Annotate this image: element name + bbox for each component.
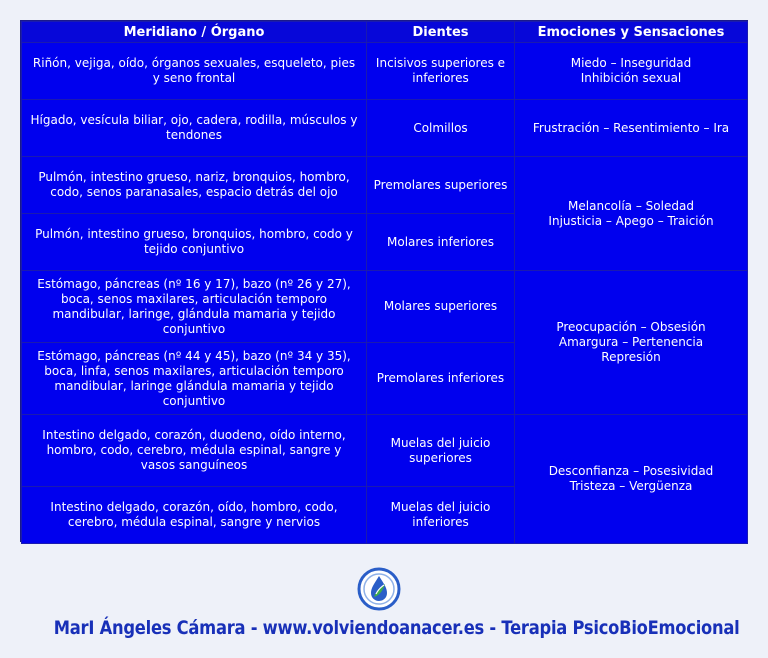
emotion-cell	[515, 415, 748, 544]
table-row	[22, 271, 748, 343]
emotion-line: Tristeza – Vergüenza	[569, 479, 693, 493]
organ-cell: Intestino delgado, corazón, oído, hombro, codo, cerebro, médula espinal, sangre y nervios	[22, 487, 367, 544]
organ-cell: Pulmón, intestino grueso, nariz, bronquios, hombro, codo, senos paranasales, espacio detrás del ojo	[22, 157, 367, 214]
emotion-line: Desconfianza – Posesividad	[548, 464, 714, 478]
emotion-line: Represión	[601, 350, 661, 364]
teeth-cell: Muelas del juicio inferiores	[367, 487, 515, 544]
teeth-emotions-table	[21, 21, 748, 544]
header-dientes: Dientes	[367, 22, 515, 43]
header-emociones: Emociones y Sensaciones	[515, 22, 748, 43]
table-row	[22, 415, 748, 487]
emotion-line: Injusticia – Apego – Traición	[548, 213, 714, 228]
emotion-line: Amargura – Pertenencia	[558, 335, 704, 349]
emotion-cell	[515, 157, 748, 271]
emotion-cell	[515, 100, 748, 157]
teeth-cell: Premolares inferiores	[367, 343, 515, 415]
teeth-cell: Colmillos	[367, 100, 515, 157]
table-row	[22, 157, 748, 214]
emotion-cell	[515, 271, 748, 415]
emotion-cell	[515, 43, 748, 100]
emotion-line: Miedo – Inseguridad	[570, 56, 692, 70]
teeth-cell: Incisivos superiores e inferiores	[367, 43, 515, 100]
emotion-line: Melancolía – Soledad	[568, 198, 694, 213]
footer-credit: MarI Ángeles Cámara - www.volviendoanacer.es - Terapia PsicoBioEmocional	[53, 617, 740, 639]
teeth-cell: Molares superiores	[367, 271, 515, 343]
teeth-emotions-table-frame	[20, 20, 748, 542]
table-row	[22, 100, 748, 157]
table-header-row	[22, 22, 748, 43]
organ-cell: Estómago, páncreas (nº 16 y 17), bazo (nº 26 y 27), boca, senos maxilares, articulación temporo mandibular, laringe, glándula mamaria y tejido conjuntivo	[22, 271, 367, 343]
teeth-cell: Muelas del juicio superiores	[367, 415, 515, 487]
table-row	[22, 43, 748, 100]
emotion-line: Frustración – Resentimiento – Ira	[532, 120, 730, 135]
header-meridiano-organo: Meridiano / Órgano	[22, 22, 367, 43]
teeth-cell: Premolares superiores	[367, 157, 515, 214]
emotion-line: Preocupación – Obsesión	[556, 320, 706, 334]
organ-cell: Riñón, vejiga, oído, órganos sexuales, esqueleto, pies y seno frontal	[22, 43, 367, 100]
teeth-cell: Molares inferiores	[367, 214, 515, 271]
organ-cell: Intestino delgado, corazón, duodeno, oído interno, hombro, codo, cerebro, médula espinal, sangre y vasos sanguíneos	[22, 415, 367, 487]
emotion-line: Inhibición sexual	[580, 71, 682, 85]
organ-cell: Estómago, páncreas (nº 44 y 45), bazo (nº 34 y 35), boca, linfa, senos maxilares, articulación temporo mandibular, laringe glándula mamaria y tejido conjuntivo	[22, 343, 367, 415]
organ-cell: Pulmón, intestino grueso, bronquios, hombro, codo y tejido conjuntivo	[22, 214, 367, 271]
drop-leaf-logo-icon	[357, 567, 401, 611]
organ-cell: Hígado, vesícula biliar, ojo, cadera, rodilla, músculos y tendones	[22, 100, 367, 157]
